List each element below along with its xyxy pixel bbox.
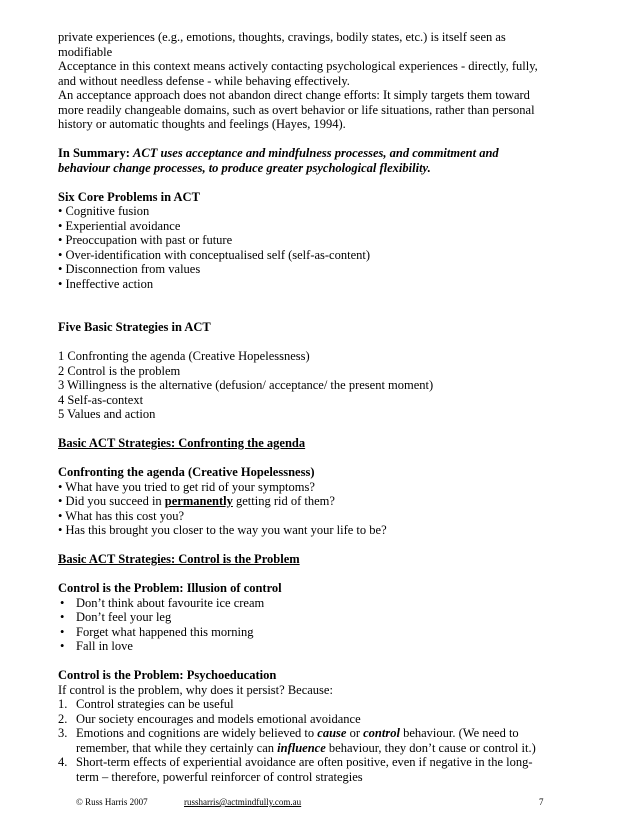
bullet-icon: • xyxy=(58,479,63,494)
subsection-heading: Confronting the agenda (Creative Hopelessness) xyxy=(58,465,315,479)
bullet-icon: • xyxy=(58,233,63,247)
list-item: • Did you succeed in permanently getting rid of them? xyxy=(58,494,335,508)
summary-paragraph xyxy=(58,146,588,175)
summary-label: In Summary: xyxy=(58,146,130,160)
bullet-icon: • xyxy=(60,610,65,624)
section-heading: Five Basic Strategies in ACT xyxy=(58,320,211,334)
emphasis-influence: influence xyxy=(277,740,326,755)
list-item: • Ineffective action xyxy=(58,276,154,291)
numbered-item: 2. Our society encourages and models emotional avoidance xyxy=(58,711,361,726)
bullet-icon: • xyxy=(58,276,63,291)
numbered-item: 4. Short-term effects of experiential avoidance are often positive, even if negative in the long- term – therefore, powerful reinforcer of control strategies xyxy=(58,755,533,784)
six-core-problems-section xyxy=(58,190,588,292)
bullet-icon: • xyxy=(58,262,63,276)
item-number: 2. xyxy=(58,711,68,726)
bullet-icon: • xyxy=(58,247,63,262)
page-number: 7 xyxy=(539,797,544,807)
footer-copyright: © Russ Harris 2007 xyxy=(76,797,148,807)
list-item: 1 Confronting the agenda (Creative Hopelessness) xyxy=(58,349,310,363)
list-item: • Disconnection from values xyxy=(58,262,201,276)
list-item: • What have you tried to get rid of your symptoms? xyxy=(58,479,315,494)
subsection-heading: Control is the Problem: Illusion of control xyxy=(58,581,282,595)
list-item: • Preoccupation with past or future xyxy=(58,233,233,247)
list-item: • Don’t feel your leg xyxy=(60,610,172,624)
bullet-icon: • xyxy=(58,218,63,233)
emphasis-control: control xyxy=(363,726,400,740)
list-item: • Cognitive fusion xyxy=(58,204,150,218)
summary-line: behaviour change processes, to produce greater psychological flexibility. xyxy=(58,160,431,175)
item-number: 3. xyxy=(58,726,68,740)
text-line: and without needless defense - while behaving effectively. xyxy=(58,73,350,88)
bullet-icon: • xyxy=(60,639,65,653)
list-item: • Fall in love xyxy=(60,639,133,653)
bullet-icon: • xyxy=(58,204,63,218)
bullet-icon: • xyxy=(60,595,65,610)
list-item: • Over-identification with conceptualised self (self-as-content) xyxy=(58,247,371,262)
text-line: history or automatic thoughts and feelings (Hayes, 1994). xyxy=(58,117,346,131)
intro-paragraph xyxy=(58,30,588,132)
bullet-icon: • xyxy=(58,494,63,508)
text-line: private experiences (e.g., emotions, thoughts, cravings, bodily states, etc.) is itself seen as xyxy=(58,30,506,44)
section-heading: Six Core Problems in ACT xyxy=(58,189,200,204)
bullet-icon: • xyxy=(58,508,63,523)
page-footer xyxy=(76,797,546,807)
control-problem-section xyxy=(58,552,588,784)
five-basic-strategies-section xyxy=(58,320,588,422)
bullet-icon: • xyxy=(60,624,65,639)
list-item: • Don’t think about favourite ice cream xyxy=(60,595,265,610)
item-number: 1. xyxy=(58,697,68,711)
list-item: 5 Values and action xyxy=(58,407,156,421)
text-line: An acceptance approach does not abandon direct change efforts: It simply targets them toward xyxy=(58,88,530,102)
document-page xyxy=(58,30,588,784)
numbered-item: 1. Control strategies can be useful xyxy=(58,697,234,711)
confronting-agenda-section xyxy=(58,436,588,538)
list-item: • Has this brought you closer to the way you want your life to be? xyxy=(58,523,387,537)
list-item: 3 Willingness is the alternative (defusion/ acceptance/ the present moment) xyxy=(58,378,434,392)
item-number: 4. xyxy=(58,755,68,769)
text-line: more readily changeable domains, such as overt behavior or life situations, rather than personal xyxy=(58,102,535,117)
text-line: If control is the problem, why does it persist? Because: xyxy=(58,682,333,697)
list-item: • Forget what happened this morning xyxy=(60,624,254,639)
bullet-icon: • xyxy=(58,523,63,537)
list-item: • What has this cost you? xyxy=(58,508,185,523)
numbered-item: 3. Emotions and cognitions are widely believed to cause or control behaviour. (We need to remember, that while they certainly can influence behaviour, they don’t cause or control it.) xyxy=(58,726,536,755)
text-line: modifiable xyxy=(58,44,113,59)
emphasis-cause: cause xyxy=(317,726,347,740)
emphasis-permanently: permanently xyxy=(164,494,233,508)
list-item: 4 Self-as-context xyxy=(58,392,144,407)
subsection-heading: Control is the Problem: Psychoeducation xyxy=(58,668,277,682)
list-item: • Experiential avoidance xyxy=(58,218,181,233)
footer-email-link[interactable]: russharris@actmindfully.com.au xyxy=(184,797,302,807)
text-line: Acceptance in this context means actively contacting psychological experiences - directly, fully, xyxy=(58,59,538,73)
section-heading: Basic ACT Strategies: Confronting the agenda xyxy=(58,436,306,450)
summary-line xyxy=(58,146,588,161)
summary-text: ACT uses acceptance and mindfulness processes, and commitment and xyxy=(133,146,499,160)
list-item: 2 Control is the problem xyxy=(58,363,181,378)
section-heading: Basic ACT Strategies: Control is the Problem xyxy=(58,552,300,566)
